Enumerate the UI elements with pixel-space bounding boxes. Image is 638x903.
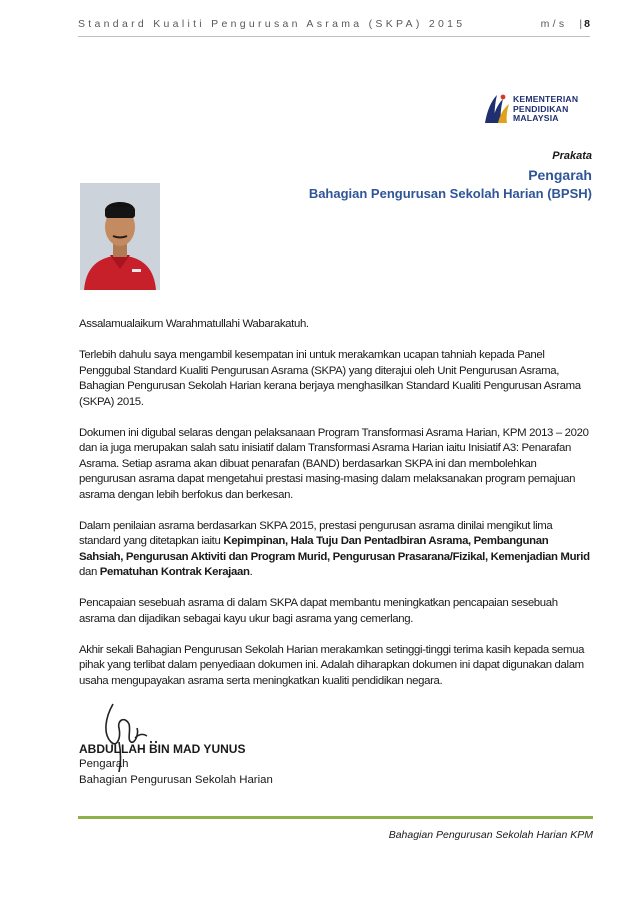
author-title: Pengarah (528, 167, 592, 183)
ministry-logo-text (513, 95, 578, 124)
signatory-role: Pengarah (79, 758, 129, 770)
paragraph-text: . (249, 566, 253, 578)
logo-line: MALAYSIA (513, 113, 559, 124)
page-separator: | (579, 18, 585, 30)
greeting: Assalamualaikum Warahmatullahi Wabarakatuh. (79, 318, 309, 330)
standards-list: Kepimpinan, Hala Tuju Dan Pentadbiran Asrama, Pembangunan Sahsiah, Pengurusan Aktiviti dan Program Murid, Pengurusan Prasarana/Fizikal, Kemenjadian Murid (79, 535, 590, 563)
signatory-name: ABDULLAH BIN MAD YUNUS (79, 742, 246, 756)
page-label: m/s (540, 18, 568, 30)
ministry-logo (483, 93, 593, 129)
paragraph: Pencapaian sesebuah asrama di dalam SKPA dapat membantu meningkatkan pencapaian sesebuah asrama dan dijadikan sebagai kayu ukur bagi asrama yang cemerlang. (79, 597, 558, 625)
footer-text: Bahagian Pengurusan Sekolah Harian KPM (388, 829, 593, 841)
page-indicator (541, 18, 590, 30)
footer-divider (78, 816, 593, 819)
letter-body (79, 317, 594, 705)
paragraph: Dokumen ini digubal selaras dengan pelaksanaan Program Transformasi Asrama Harian, KPM 2013 – 2020 dan ia juga merupakan salah satu inisiatif dalam Transformasi Asrama Harian iaitu Inisiatif A3: Penarafan Asrama. Setiap asrama akan dibuat penarafan (BAND) berdasarkan SKPA ini dan membolehkan pengurusan asrama dapat mengetahui prestasi masing-masing dalam melaksanakan program pemajuan asrama dengan lebih berfokus dan berkesan. (79, 426, 589, 501)
division-name: Bahagian Pengurusan Sekolah Harian (BPSH) (308, 186, 592, 201)
document-title: Standard Kualiti Pengurusan Asrama (SKPA) 2015 (78, 18, 466, 30)
page-header (78, 14, 590, 37)
section-label: Prakata (552, 150, 592, 162)
paragraph: Terlebih dahulu saya mengambil kesempatan ini untuk merakamkan ucapan tahniah kepada Panel Penggubal Standard Kualiti Pengurusan Asrama (SKPA) yang diterajui oleh Unit Pengurusan Asrama, Bahagian Pengurusan Sekolah Harian kerana berjaya menghasilkan Standard Kualiti Pengurusan Asrama (SKPA) 2015. (79, 349, 581, 408)
ministry-emblem-icon (483, 93, 511, 125)
director-photo (80, 183, 160, 290)
paragraph-text: dan (79, 566, 100, 578)
paragraph: Akhir sekali Bahagian Pengurusan Sekolah Harian merakamkan setinggi-tinggi terima kasih kepada semua pihak yang terlibat dalam penyediaan dokumen ini. Adalah diharapkan dokumen ini dapat digunakan dalam usaha mengupayakan asrama serta meningkatkan kualiti pendidikan negara. (79, 643, 585, 687)
logo-line: KEMENTERIAN (513, 94, 579, 104)
signatory-department: Bahagian Pengurusan Sekolah Harian (79, 774, 273, 786)
paragraph-text: Dalam penilaian asrama berdasarkan SKPA 2015, prestasi pengurusan asrama dinilai mengikut lima standard yang ditetapkan iaitu (79, 519, 553, 547)
logo-line: PENDIDIKAN (513, 103, 569, 114)
standards-list: Pematuhan Kontrak Kerajaan (99, 566, 250, 578)
page-number: 8 (584, 18, 590, 30)
paragraph (79, 519, 594, 581)
